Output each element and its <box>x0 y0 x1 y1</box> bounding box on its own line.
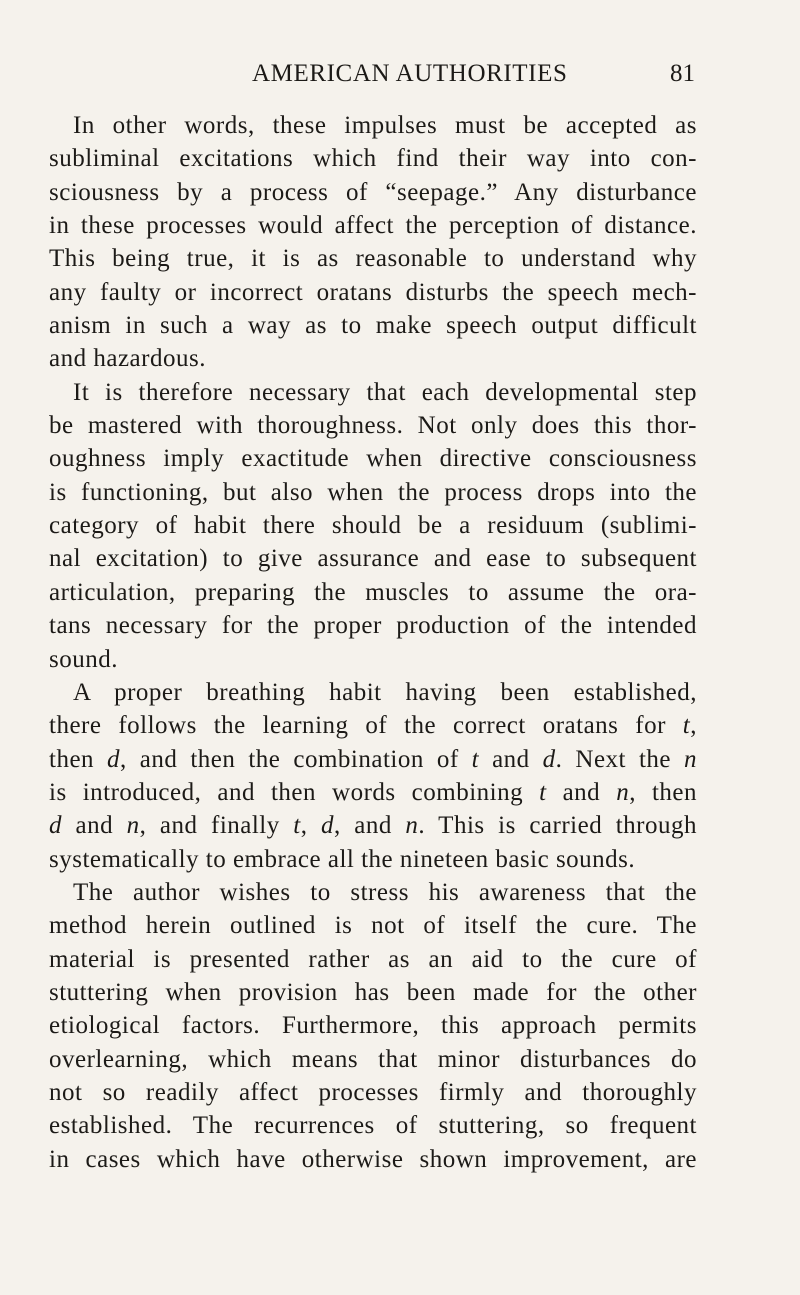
text-line: method herein outlined is not of itself the cure. The <box>49 912 697 940</box>
text-line: category of habit there should be a residuum (sublimi- <box>49 512 697 540</box>
text-line: The author wishes to stress his awareness that the <box>73 878 697 906</box>
sound-symbol: t <box>682 712 691 740</box>
text-line: A proper breathing habit having been established, <box>73 678 697 706</box>
sound-symbol: n <box>616 778 630 806</box>
text-line: subliminal excitations which find their way into con- <box>49 145 697 173</box>
text-line: systematically to embrace all the nineteen basic sounds. <box>49 845 636 873</box>
sound-symbol: n <box>684 745 698 773</box>
sound-symbol: n <box>126 812 140 840</box>
text-line: stuttering when provision has been made for the other <box>49 978 697 1006</box>
text-line: established. The recurrences of stuttering, so frequent <box>49 1112 697 1140</box>
text-line: is functioning, but also when the process drops into the <box>49 478 697 506</box>
text-line: anism in such a way as to make speech output difficult <box>49 312 697 340</box>
running-head <box>252 56 695 92</box>
sound-symbol: t <box>293 812 301 840</box>
text-line: be mastered with thoroughness. Not only does this thor- <box>49 412 697 440</box>
text-line: This being true, it is as reasonable to understand why <box>49 245 697 273</box>
text-line: material is presented rather as an aid to the cure of <box>49 945 697 973</box>
body-text <box>49 109 697 1176</box>
page-number: 81 <box>670 60 695 87</box>
text-line: there follows the learning of the correct oratans for t, <box>49 712 697 740</box>
text-line: then d, and then the combination of t and d. Next the n <box>49 745 698 773</box>
running-title: AMERICAN AUTHORITIES <box>252 60 568 87</box>
text-line: any faulty or incorrect oratans disturbs the speech mech- <box>49 278 697 306</box>
sound-symbol: n <box>405 812 419 840</box>
text-line: and hazardous. <box>49 345 206 373</box>
text-line: sound. <box>49 645 118 673</box>
text-line: tans necessary for the proper production of the intended <box>49 612 697 640</box>
text-line: In other words, these impulses must be accepted as <box>73 112 697 139</box>
sound-symbol: d <box>107 745 121 773</box>
text-line: etiological factors. Furthermore, this approach permits <box>49 1012 697 1040</box>
text-line: sciousness by a process of “seepage.” Any disturbance <box>49 178 697 206</box>
text-line: d and n, and finally t, d, and n. This is carried through <box>49 812 697 840</box>
sound-symbol: d <box>49 812 62 840</box>
text-line: articulation, preparing the muscles to assume the ora- <box>49 578 697 606</box>
sound-symbol: t <box>539 778 547 806</box>
text-line: nal excitation) to give assurance and ease to subsequent <box>49 545 697 573</box>
sound-symbol: t <box>471 745 480 773</box>
text-line: in cases which have otherwise shown improvement, are <box>49 1145 697 1173</box>
text-line: in these processes would affect the perception of distance. <box>49 212 697 240</box>
sound-symbol: d <box>542 745 556 773</box>
text-line: is introduced, and then words combining t and n, then <box>49 778 697 806</box>
sound-symbol: d <box>320 812 334 840</box>
text-line: overlearning, which means that minor disturbances do <box>49 1045 697 1073</box>
text-line: oughness imply exactitude when directive consciousness <box>49 445 697 473</box>
text-line: It is therefore necessary that each developmental step <box>73 378 697 406</box>
text-line: not so readily affect processes firmly and thoroughly <box>49 1078 697 1106</box>
